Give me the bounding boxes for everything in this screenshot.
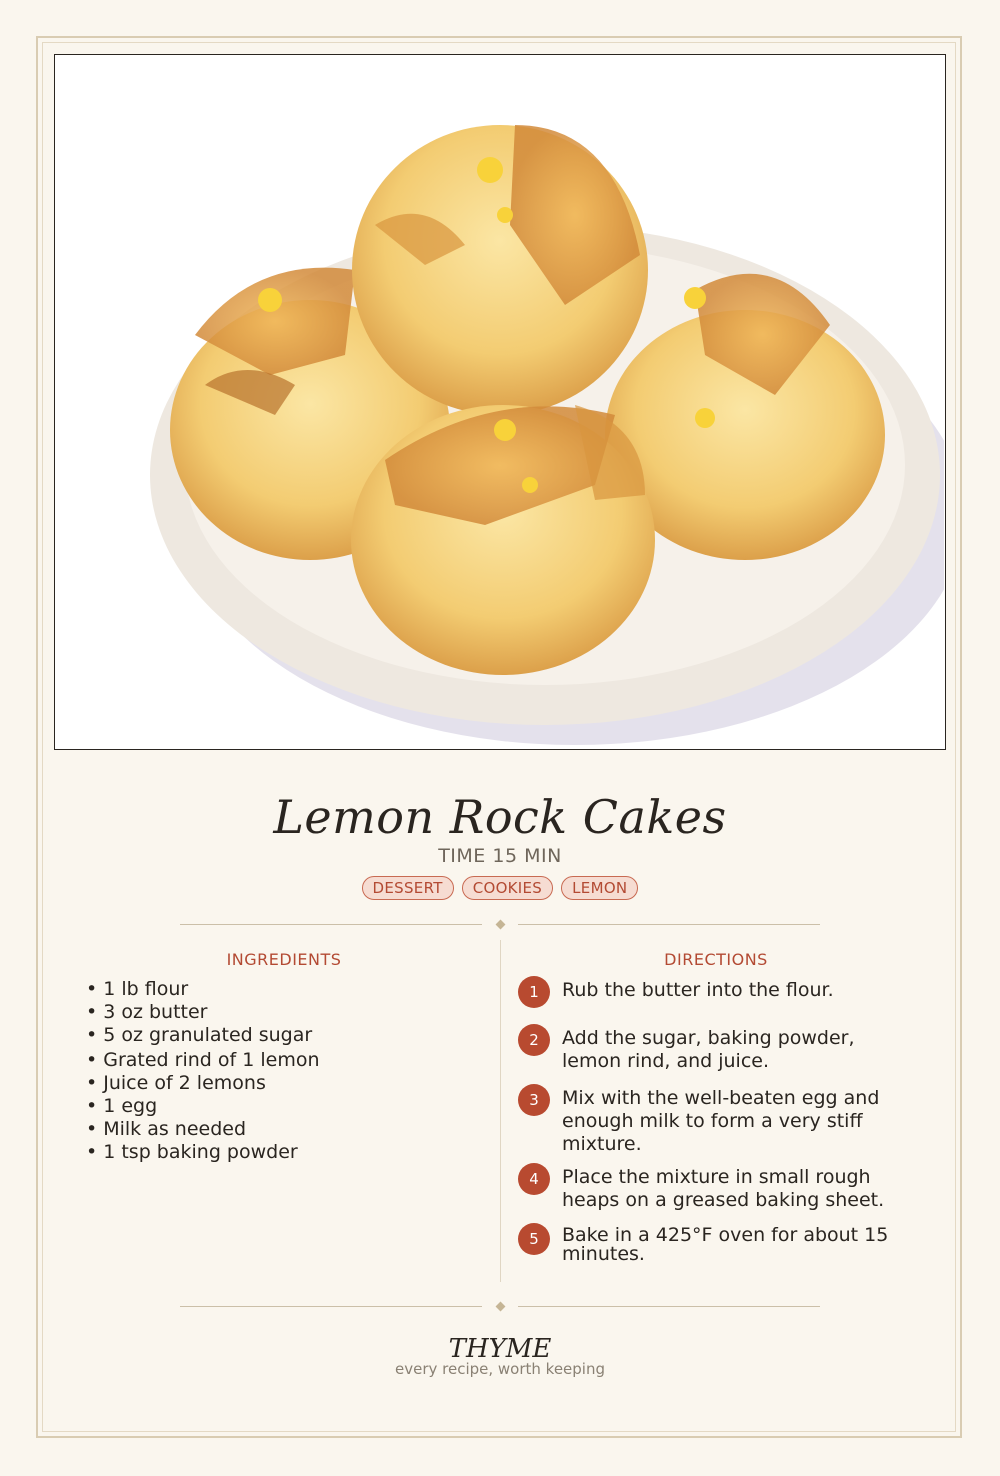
recipe-photo <box>54 54 946 750</box>
list-item: • 3 oz butter <box>86 1001 486 1024</box>
tag-dessert[interactable]: DESSERT <box>362 876 454 900</box>
brand-tagline: every recipe, worth keeping <box>394 1360 605 1378</box>
step-number: 4 <box>518 1163 550 1195</box>
rock-cake <box>352 125 648 415</box>
brand-logo: THYME <box>448 1334 552 1364</box>
list-item: • Grated rind of 1 lemon <box>86 1049 486 1072</box>
list-item: • 5 oz granulated sugar <box>86 1024 486 1047</box>
step-text: Add the sugar, baking powder, lemon rind, and juice. <box>562 1027 855 1072</box>
list-item: • Juice of 2 lemons <box>86 1072 486 1095</box>
list-item: • 1 egg <box>86 1095 486 1118</box>
step-text: Bake in a 425°F oven for about 15 minutes. <box>562 1224 889 1265</box>
list-item: • 1 lb flour <box>86 978 486 1001</box>
step-number: 2 <box>518 1024 550 1056</box>
divider <box>518 1306 820 1307</box>
step-number: 3 <box>518 1084 550 1116</box>
rock-cake <box>351 405 655 675</box>
step-number: 1 <box>518 976 550 1008</box>
step-text: Rub the butter into the flour. <box>562 979 834 1001</box>
divider <box>180 924 482 925</box>
divider <box>518 924 820 925</box>
tag-list <box>0 876 1000 900</box>
tag-lemon[interactable]: LEMON <box>561 876 638 900</box>
directions-heading: DIRECTIONS <box>664 950 768 969</box>
cook-time: TIME 15 MIN <box>438 845 562 867</box>
list-item: • Milk as needed <box>86 1118 486 1141</box>
divider <box>180 1306 482 1307</box>
ingredients-heading: INGREDIENTS <box>226 950 342 969</box>
recipe-title: Lemon Rock Cakes <box>273 790 727 844</box>
ingredients-list <box>86 978 486 1163</box>
step-number: 5 <box>518 1223 550 1255</box>
step-text: Mix with the well-beaten egg and enough milk to form a very stiff mixture. <box>562 1087 880 1155</box>
list-item: • 1 tsp baking powder <box>86 1141 486 1164</box>
tag-cookies[interactable]: COOKIES <box>462 876 553 900</box>
column-divider <box>500 940 501 1282</box>
step-text: Place the mixture in small rough heaps on a greased baking sheet. <box>562 1166 885 1211</box>
